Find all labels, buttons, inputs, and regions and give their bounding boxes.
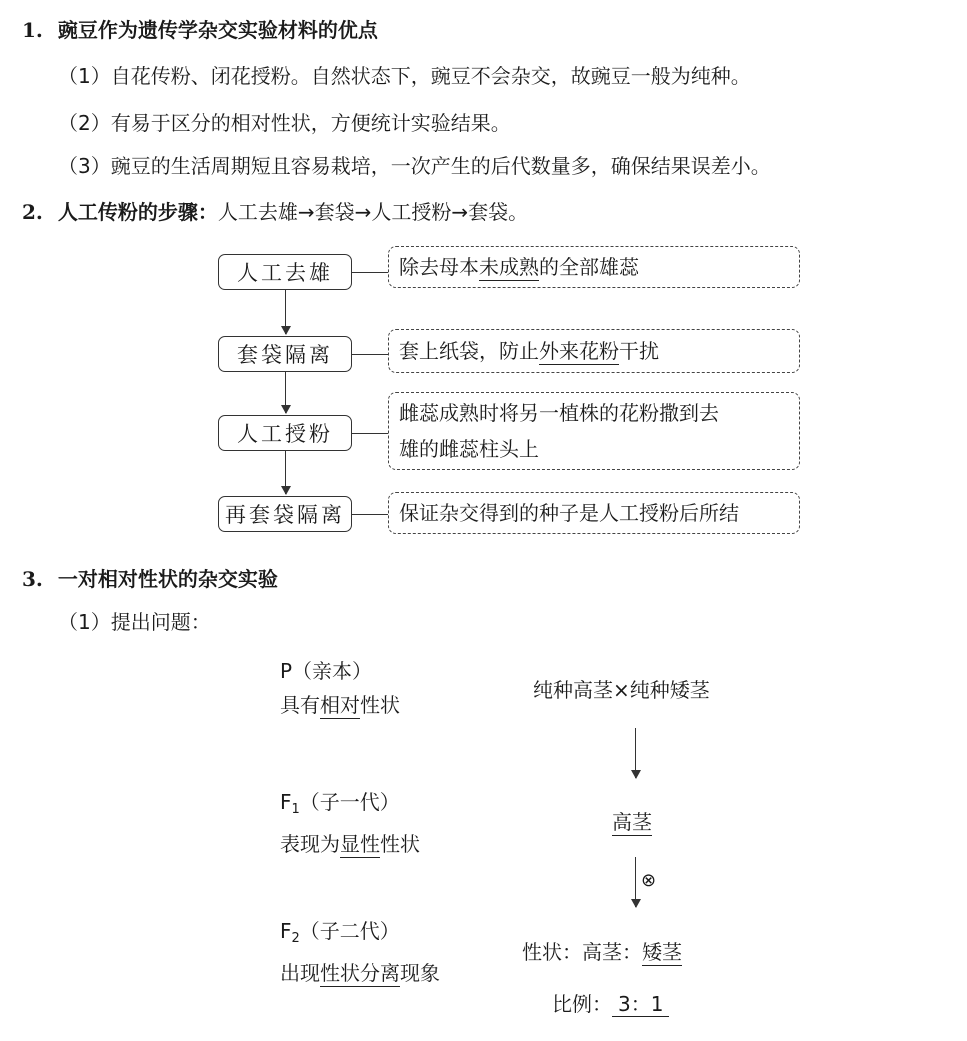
step-box-4 — [218, 496, 352, 532]
step-desc-text: 的全部雄蕊 — [539, 255, 639, 279]
section1-number: 1. — [22, 18, 43, 42]
p-generation — [280, 654, 400, 722]
f2-label: $F_2$（子二代） — [280, 919, 400, 946]
step-box-1 — [218, 254, 352, 290]
step-desc-box-3 — [388, 392, 800, 470]
step-connector — [352, 272, 388, 273]
flow-arrow — [285, 372, 286, 413]
p-desc: 具有相对性状 — [280, 693, 400, 717]
step-desc-text: 保证杂交得到的种子是人工授粉后所结 — [399, 501, 739, 525]
flow-arrow — [285, 451, 286, 494]
p-label: P（亲本） — [280, 659, 373, 683]
f2-generation — [280, 914, 440, 990]
step-desc-line1: 雌蕊成熟时将另一植株的花粉撒到去 — [399, 401, 719, 425]
step-connector — [352, 514, 388, 515]
step-desc-box-1 — [388, 246, 800, 288]
step-desc-underlined: 未成熟 — [479, 255, 539, 279]
step-desc-line2: 雄的雌蕊柱头上 — [399, 437, 539, 461]
step-desc-underlined: 外来花粉 — [539, 339, 619, 363]
f2-desc-underlined: 性状分离 — [320, 961, 400, 985]
step-desc-text: 套上纸袋，防止 — [399, 339, 539, 363]
section3-number: 3. — [22, 567, 43, 591]
selfing-arrow — [635, 857, 636, 907]
step-desc-text: 干扰 — [619, 339, 659, 363]
section2-number: 2. — [22, 200, 43, 224]
section3-heading — [22, 563, 278, 592]
f2-desc: 出现性状分离现象 — [280, 961, 440, 985]
step-label: 套袋隔离 — [237, 343, 333, 367]
f1-result: 高茎 — [612, 810, 652, 834]
step-desc-box-2 — [388, 329, 800, 373]
section3-title: 一对相对性状的杂交实验 — [57, 567, 278, 591]
step-label: 人工授粉 — [237, 422, 333, 446]
step-desc-box-4 — [388, 492, 800, 534]
f2-trait: 性状：高茎：矮茎 — [522, 940, 682, 964]
section2-heading — [22, 196, 528, 225]
f1-desc-underlined: 显性 — [340, 832, 380, 856]
step-desc-text: 除去母本 — [399, 255, 479, 279]
section3-sub1: （1）提出问题： — [58, 610, 211, 634]
p-desc-underlined: 相对 — [320, 693, 360, 717]
f1-label: $F_1$（子一代） — [280, 790, 400, 817]
f2-trait-underlined: 矮茎 — [642, 940, 682, 964]
section1-item-2: （2）有易于区分的相对性状，方便统计实验结果。 — [58, 111, 511, 135]
step-label: 人工去雄 — [237, 261, 333, 285]
section1-heading — [22, 14, 378, 43]
f2-ratio-value: 3：1 — [612, 992, 669, 1017]
section1-item-3: （3）豌豆的生活周期短且容易栽培，一次产生的后代数量多，确保结果误差小。 — [58, 154, 771, 178]
step-box-3 — [218, 415, 352, 451]
step-connector — [352, 433, 388, 434]
section1-title: 豌豆作为遗传学杂交实验材料的优点 — [57, 18, 378, 42]
section2-title-bold: 人工传粉的步骤： — [57, 200, 218, 224]
f1-desc: 表现为显性性状 — [280, 832, 420, 856]
step-box-2 — [218, 336, 352, 372]
cross-arrow — [635, 728, 636, 778]
step-connector — [352, 354, 388, 355]
p-cross: 纯种高茎×纯种矮茎 — [533, 678, 710, 702]
selfing-icon: ⊗ — [641, 870, 657, 891]
f2-ratio: 比例： 3：1 — [552, 988, 669, 1017]
section1-item-1: （1）自花传粉、闭花授粉。自然状态下，豌豆不会杂交，故豌豆一般为纯种。 — [58, 64, 751, 88]
flow-arrow — [285, 290, 286, 334]
section2-title-rest: 人工去雄→套袋→人工授粉→套袋。 — [217, 200, 529, 224]
step-label: 再套袋隔离 — [225, 503, 345, 527]
f1-generation — [280, 785, 420, 861]
